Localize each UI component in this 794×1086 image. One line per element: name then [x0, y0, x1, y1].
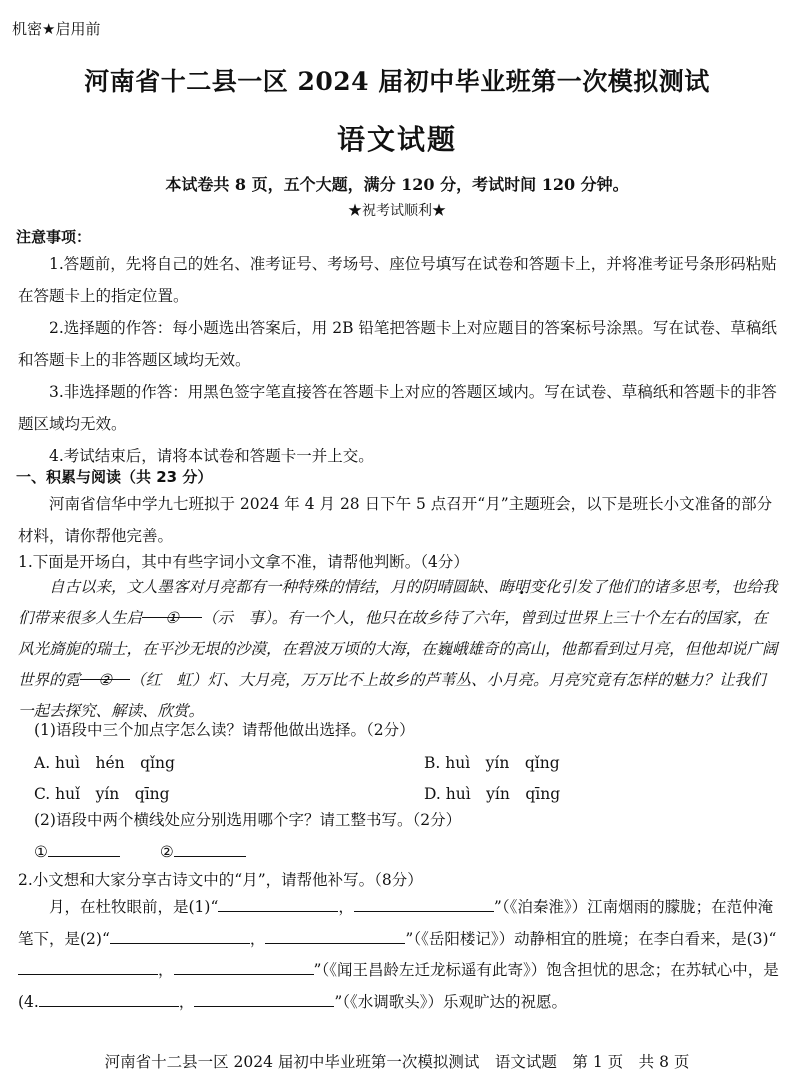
q1-answer-2-label: ②	[159, 843, 174, 861]
q1-passage-dot1: 晦	[498, 578, 515, 596]
q1-passage-a: 自古以来，文人墨客对月亮都有一种特殊的情结，月的阴晴圆缺、	[49, 578, 499, 596]
q1-sub2: (2)语段中两个横线处应分别选用哪个字？请工整书写。（2分）	[34, 811, 462, 829]
q2-stem: 2.小文想和大家分享古诗文中的“月”，请帮他补写。（8分）	[18, 871, 423, 889]
note-item-2: 2.选择题的作答：每小题选出答案后，用 2B 铅笔把答题卡上对应题目的答案标号涂黑。写在试卷、草稿纸和答题卡上的非答题区域均无效。	[18, 319, 777, 369]
exam-meta: 本试卷共 8 页，五个大题，满分 120 分，考试时间 120 分钟。	[165, 175, 629, 194]
q1-stem: 1.下面是开场白，其中有些字词小文拿不准，请帮他判断。（4分）	[18, 553, 469, 571]
q1-option-d[interactable]: D. huì yín qīng	[424, 785, 561, 803]
q2-blank-2b[interactable]	[265, 929, 405, 944]
q2-blank-4a[interactable]	[39, 992, 179, 1007]
q1-hint-1: （示 事）	[202, 609, 272, 627]
q1-sub1: (1)语段中三个加点字怎么读？请帮他做出选择。（2分）	[34, 721, 415, 739]
page-footer: 河南省十二县一区 2024 届初中毕业班第一次模拟测试 语文试题 第 1 页 共 8 页	[104, 1053, 690, 1071]
q2-blank-1b[interactable]	[354, 897, 494, 912]
q2-blank-3a[interactable]	[18, 960, 158, 975]
exam-title: 河南省十二县一区 2024 届初中毕业班第一次模拟测试	[84, 67, 710, 96]
q1-hint-2: （红 虹）	[130, 671, 208, 689]
section1-intro: 河南省信华中学九七班拟于 2024 年 4 月 28 日下午 5 点召开“月”主题班会，以下是班长小文准备的部分材料，请你帮他完善。	[18, 495, 773, 545]
section1-heading: 一、积累与阅读（共 23 分）	[16, 468, 213, 486]
note-item-4: 4.考试结束后，请将本试卷和答题卡一并上交。	[49, 447, 374, 465]
confidential-label: 机密★启用前	[12, 20, 101, 38]
q1-passage-c: 。有一个人，他只在故乡待了六年，曾到过世界上三十个左右的国家，在风光旖旎的瑞士，在平沙无垠的沙漠，在碧波万顷的大海，在巍峨雄奇的高山，他都看到过月亮，但他却说广阔世界的霓	[18, 609, 778, 689]
q2-blank-4b[interactable]	[194, 992, 334, 1007]
q2-line-e: ”（《水调歌头》）乐观旷达的祝愿。	[334, 992, 568, 1011]
subject-title: 语文试题	[336, 123, 457, 156]
q1-option-a[interactable]: A. huì hén qǐng	[34, 754, 175, 772]
q1-passage-d: 灯、大月亮，万万比不上故乡的芦苇丛、小月亮。月亮究竟有怎样的魅力？让我们一起去探究、解读、欣赏。	[18, 671, 766, 720]
notes-heading: 注意事项：	[16, 228, 92, 246]
q1-answer-1-label: ①	[34, 843, 48, 861]
q2-passage: 月，在杜牧眼前，是(1)“ ， ”（《泊秦淮》）江南烟雨的朦胧；在范仲淹笔下，是(2)“ ， ”（《岳阳楼记》）动静相宜的胜境；在李白看来，是(3)“， ”（《闻王昌龄左迁龙标遥有此寄》）饱含担忧的思念；在苏轼心中，是(4. ， ”（《水调歌头》）乐观旷达的祝愿。	[18, 898, 779, 1011]
q1-passage-b: 明变化引发了他们的诸多思考，也给我们带来很多人生启	[18, 578, 778, 627]
q1-passage	[18, 572, 780, 727]
note-item-3: 3.非选择题的作答：用黑色签字笔直接答在答题卡上对应的答题区域内。写在试卷、草稿纸和答题卡的非答题区域均无效。	[18, 383, 777, 433]
q2-line-d: ”（《闻王昌龄左迁龙标遥有此寄》）饱含担忧的思念；在苏轼心中，是(4.	[18, 961, 779, 1011]
note-item-1: 1.答题前，先将自己的姓名、准考证号、考场号、座位号填写在试卷和答题卡上，并将准考证号条形码粘贴在答题卡上的指定位置。	[18, 255, 777, 305]
good-luck-line: ★祝考试顺利★	[348, 203, 446, 219]
q2-blank-3b[interactable]	[174, 960, 314, 975]
q2-blank-1a[interactable]	[218, 897, 338, 912]
q2-line-a: 月，在杜牧眼前，是(1)“	[49, 898, 219, 916]
q1-option-c[interactable]: C. huǐ yín qīng	[34, 785, 170, 803]
q2-line-b: ”（《泊秦淮》）江南烟雨的朦胧；在范仲淹笔下，是(2)“	[18, 898, 774, 948]
q2-line-c: ”（《岳阳楼记》）动静相宜的胜境；在李白看来，是(3)“	[405, 929, 777, 948]
q1-option-b[interactable]: B. huì yín qǐng	[424, 754, 560, 772]
q1-answer-line	[34, 842, 246, 861]
q1-blank-2: ②	[80, 665, 130, 680]
q2-blank-2a[interactable]	[110, 929, 250, 944]
q1-answer-1-field[interactable]	[48, 842, 120, 857]
q1-answer-2-field[interactable]	[174, 842, 246, 857]
q1-blank-1: ①	[142, 603, 202, 618]
